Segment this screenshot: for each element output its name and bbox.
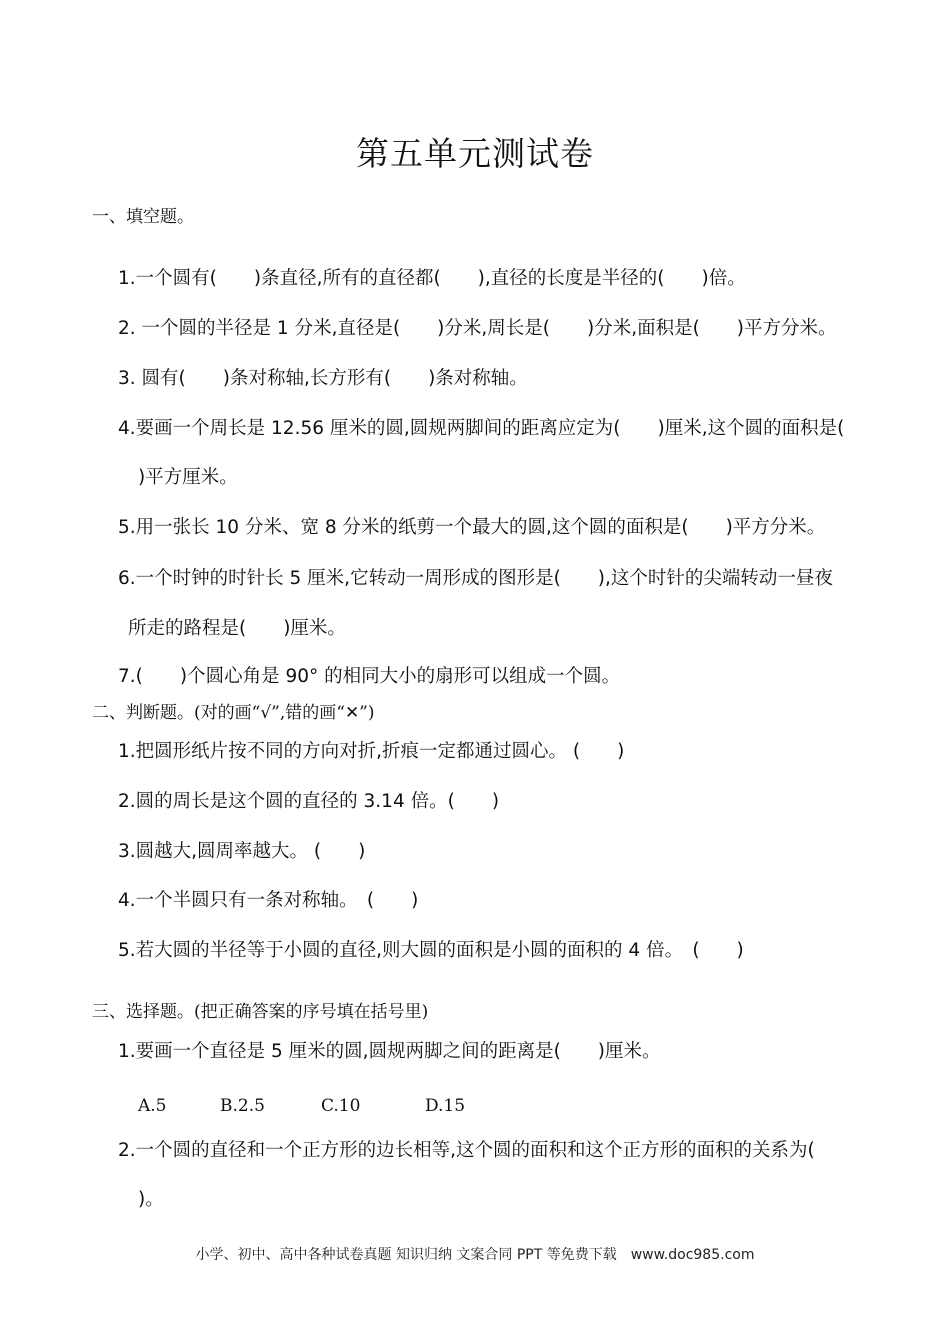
question-text-continued: )。 [138,1189,164,1210]
section-heading-fill-blank: 一、填空题。 [92,207,194,227]
question-text: 5.若大圆的半径等于小圆的直径,则大圆的面积是小圆的面积的 4 倍。 ( ) [118,940,744,961]
page-title: 第五单元测试卷 [356,134,594,173]
option-b: B.2.5 [220,1096,265,1116]
question-text: 1.一个圆有( )条直径,所有的直径都( ),直径的长度是半径的( )倍。 [118,268,746,289]
question-text: 4.要画一个周长是 12.56 厘米的圆,圆规两脚间的距离应定为( )厘米,这个圆的面积是( [118,418,845,439]
question-text: 4.一个半圆只有一条对称轴。 ( ) [118,890,419,911]
section-heading-multiple-choice: 三、选择题。(把正确答案的序号填在括号里) [92,1002,429,1022]
question-text: 2.一个圆的直径和一个正方形的边长相等,这个圆的面积和这个正方形的面积的关系为( [118,1140,815,1161]
question-text: 3.圆越大,圆周率越大。 ( ) [118,841,366,862]
question-text: 1.要画一个直径是 5 厘米的圆,圆规两脚之间的距离是( )厘米。 [118,1041,661,1062]
question-text: 2. 一个圆的半径是 1 分米,直径是( )分米,周长是( )分米,面积是( )平方分米。 [118,318,837,339]
footer-text: 小学、初中、高中各种试卷真题 知识归纳 文案合同 PPT 等免费下载 www.doc985.com [195,1247,755,1263]
option-c: C.10 [321,1096,361,1116]
question-text: 5.用一张长 10 分米、宽 8 分米的纸剪一个最大的圆,这个圆的面积是( )平方分米。 [118,517,826,538]
question-text-continued: 所走的路程是( )厘米。 [128,618,346,639]
question-text: 3. 圆有( )条对称轴,长方形有( )条对称轴。 [118,368,528,389]
section-heading-true-false: 二、判断题。(对的画“√”,错的画“✕”) [92,703,375,723]
question-text: 1.把圆形纸片按不同的方向对折,折痕一定都通过圆心。 ( ) [118,741,625,762]
question-text: 2.圆的周长是这个圆的直径的 3.14 倍。( ) [118,791,500,812]
question-text-continued: )平方厘米。 [138,467,238,488]
question-text: 7.( )个圆心角是 90° 的相同大小的扇形可以组成一个圆。 [118,666,621,687]
question-text: 6.一个时钟的时针长 5 厘米,它转动一周形成的图形是( ),这个时针的尖端转动一昼夜 [118,568,833,589]
option-d: D.15 [425,1096,466,1116]
option-a: A.5 [138,1096,167,1116]
